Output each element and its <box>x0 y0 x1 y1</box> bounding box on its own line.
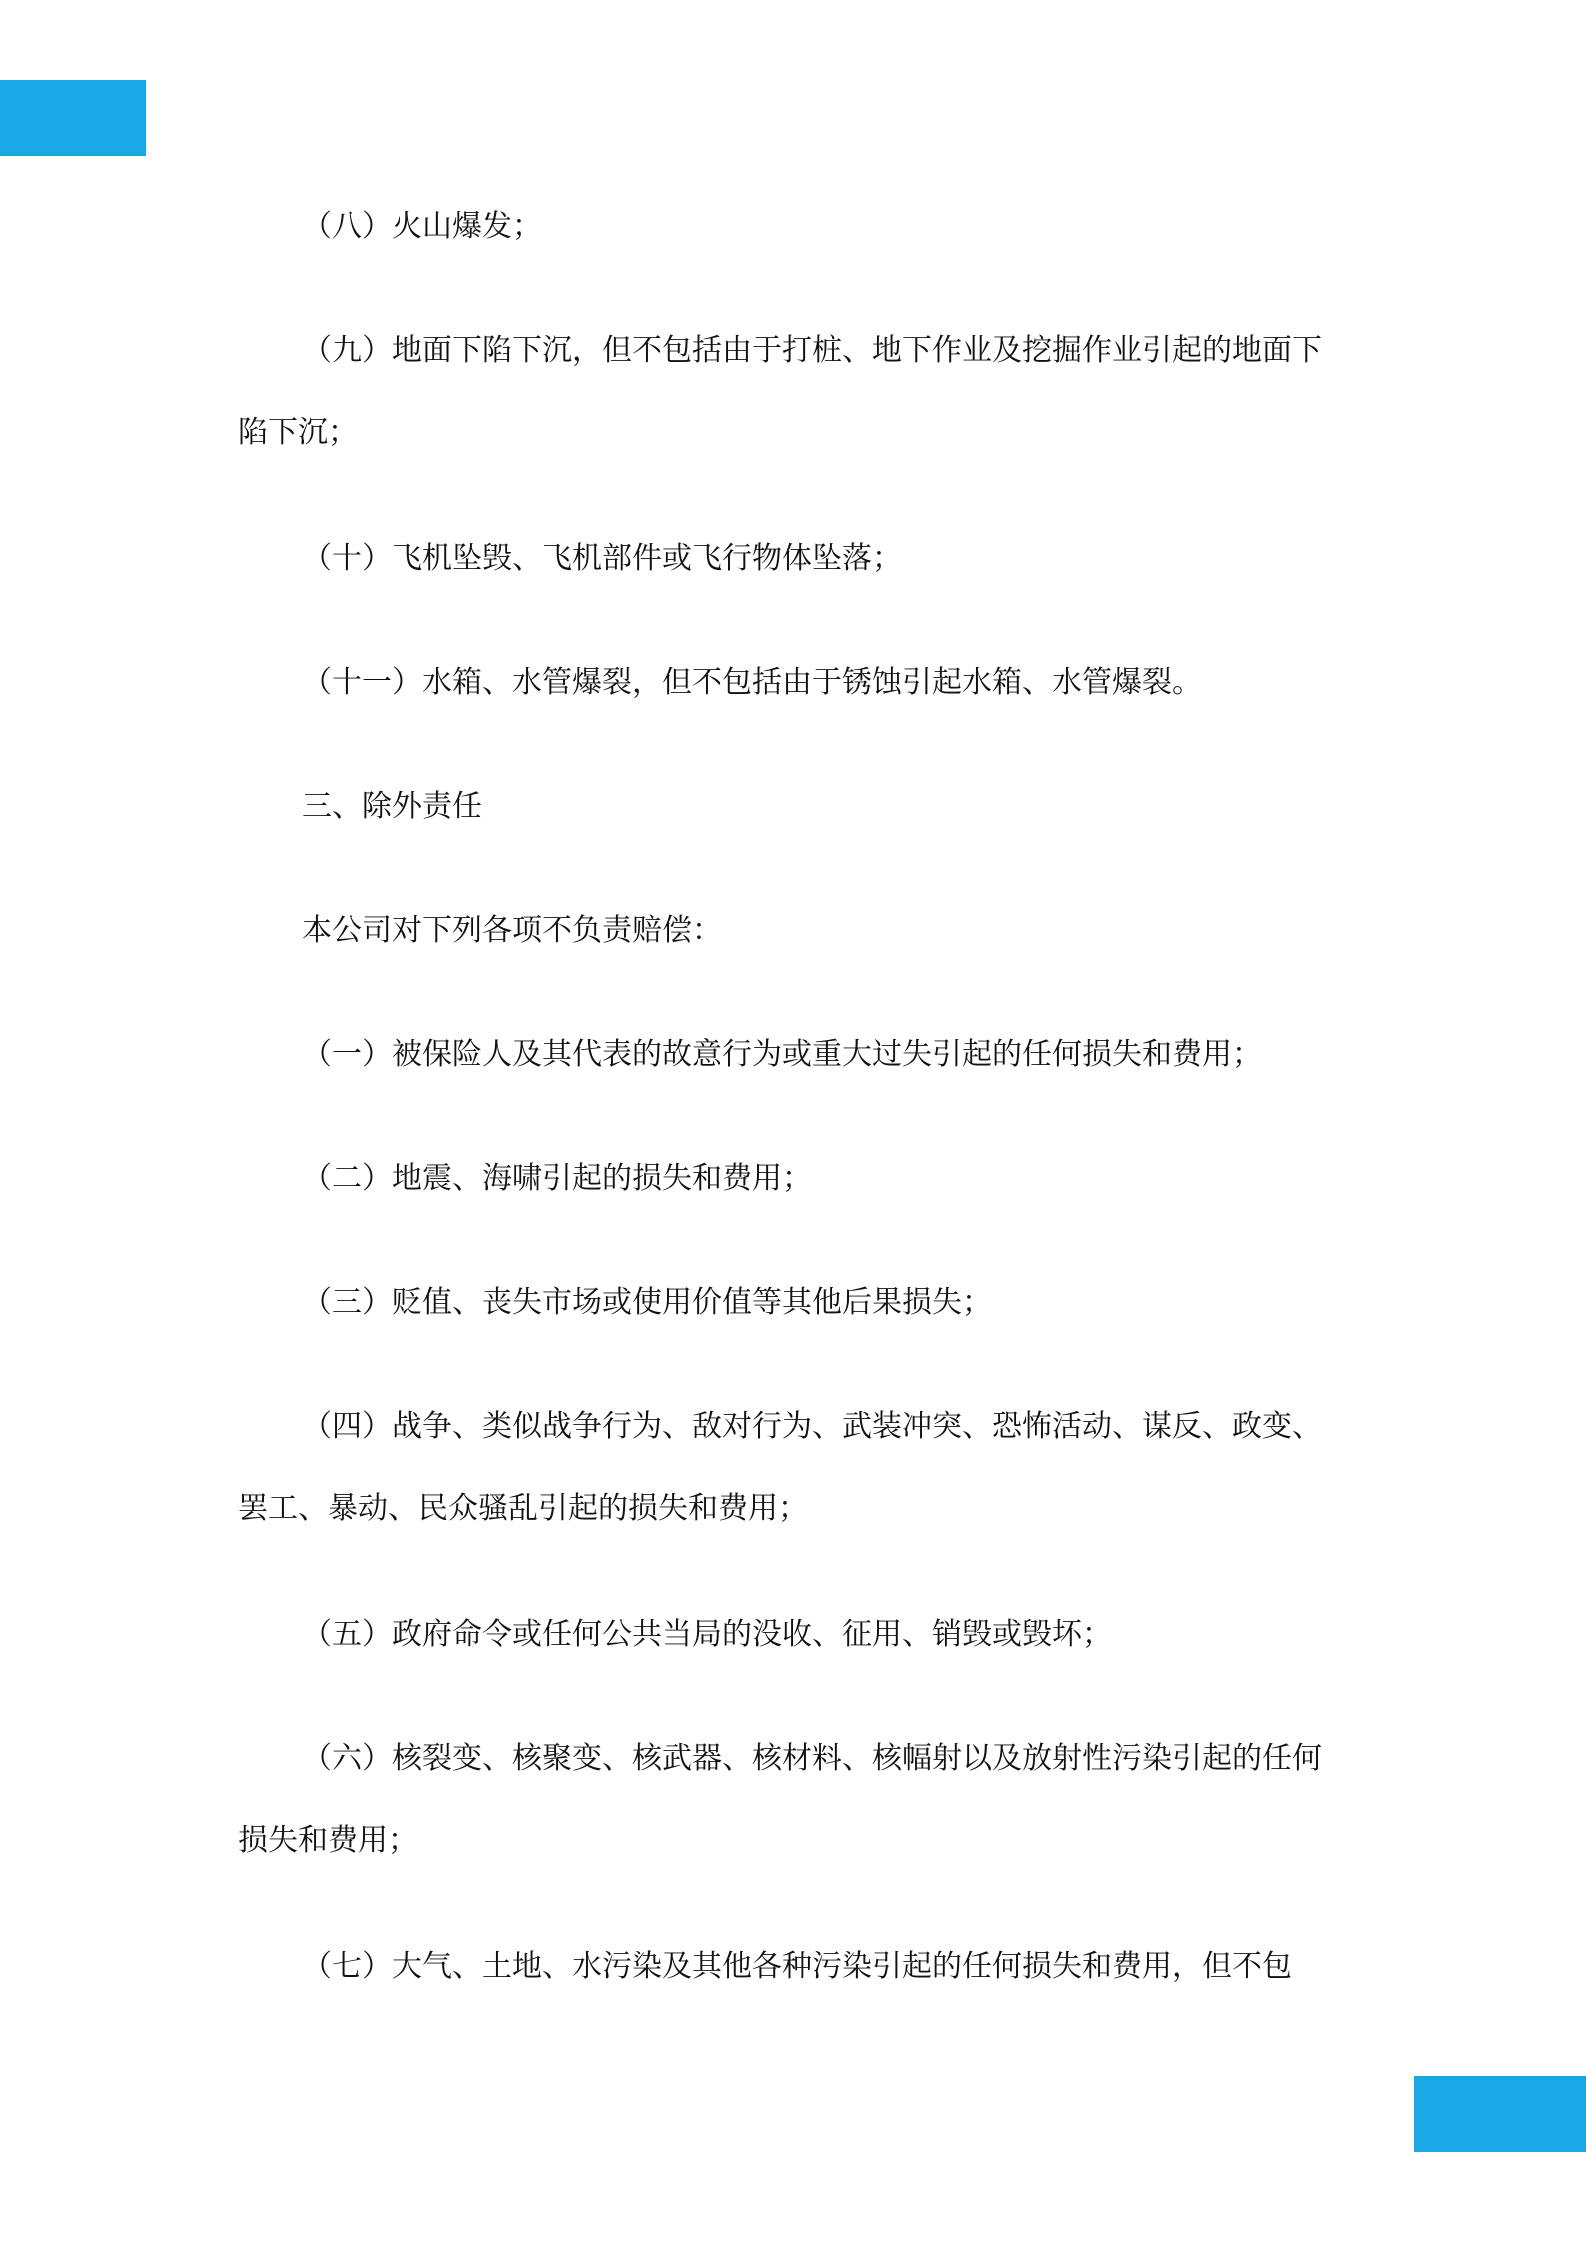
bottom-right-accent-block <box>1414 2076 1586 2152</box>
paragraph-item-11: （十一）水箱、水管爆裂，但不包括由于锈蚀引起水箱、水管爆裂。 <box>302 665 1202 700</box>
exclusion-item-5: （五）政府命令或任何公共当局的没收、征用、销毁或毁坏； <box>302 1617 1112 1652</box>
paragraph-item-9: （九）地面下陷下沉，但不包括由于打桩、地下作业及挖掘作业引起的地面下陷下沉； <box>238 333 1322 450</box>
exclusion-item-4: （四）战争、类似战争行为、敌对行为、武装冲突、恐怖活动、谋反、政变、罢工、暴动、民众骚乱引起的损失和费用； <box>238 1409 1322 1526</box>
exclusion-item-7: （七）大气、土地、水污染及其他各种污染引起的任何损失和费用，但不包 <box>302 1949 1292 1984</box>
paragraph-exclusion-intro: 本公司对下列各项不负责赔偿： <box>302 913 722 948</box>
paragraph-item-8: （八）火山爆发； <box>302 209 542 244</box>
exclusion-item-1: （一）被保险人及其代表的故意行为或重大过失引起的任何损失和费用； <box>302 1037 1262 1072</box>
top-left-accent-block <box>0 80 146 156</box>
exclusion-item-6: （六）核裂变、核聚变、核武器、核材料、核幅射以及放射性污染引起的任何损失和费用； <box>238 1741 1322 1858</box>
section-heading-exclusions: 三、除外责任 <box>302 789 482 824</box>
paragraph-item-10: （十）飞机坠毁、飞机部件或飞行物体坠落； <box>302 541 902 576</box>
exclusion-item-2: （二）地震、海啸引起的损失和费用； <box>302 1161 812 1196</box>
exclusion-item-3: （三）贬值、丧失市场或使用价值等其他后果损失； <box>302 1285 992 1320</box>
